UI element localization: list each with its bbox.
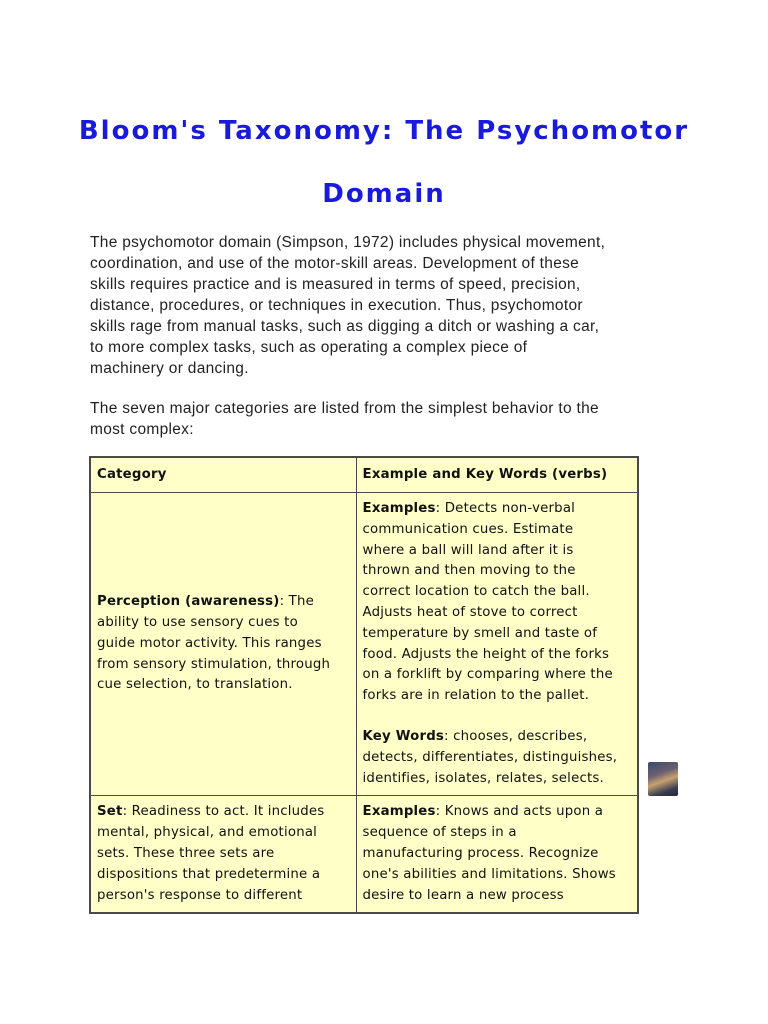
examples-text: sequence of steps in a [362,825,517,841]
examples-text: where a ball will land after it is [362,542,574,558]
intro-line: skills rage from manual tasks, such as digging a ditch or washing a car, [90,318,600,335]
examples-text: Adjusts heat of stove to correct [362,604,578,620]
intro-line: to more complex tasks, such as operating a complex piece of [90,339,528,356]
lead-in-paragraph [90,398,680,440]
examples-text: thrown and then moving to the [362,563,576,579]
category-text: : Readiness to act. It includes [122,804,325,820]
keywords-text: detects, differentiates, distinguishes, [362,749,618,765]
document-title [60,100,708,226]
examples-text: food. Adjusts the height of the forks [362,646,610,662]
intro-line: The psychomotor domain (Simpson, 1972) includes physical movement, [90,234,606,251]
examples-cell [356,493,638,796]
category-text: guide motor activity. This ranges [97,635,322,651]
category-term: Set [97,804,123,820]
intro-paragraph [90,232,690,379]
examples-label: Examples [362,804,436,820]
examples-text: correct location to catch the ball. [362,584,590,600]
table-row [90,796,638,913]
category-text: from sensory stimulation, through [97,656,331,672]
category-cell [90,493,356,796]
lead-in-line: most complex: [90,421,194,438]
keywords-text: : chooses, describes, [444,728,588,744]
intro-line: skills requires practice and is measured in terms of speed, precision, [90,276,581,293]
keywords-label: Key Words [362,728,445,744]
thumbnail-image [648,762,678,796]
category-text: person's response to different [97,887,303,903]
examples-text: one's abilities and limitations. Shows [362,866,616,882]
intro-line: coordination, and use of the motor-skill areas. Development of these [90,255,580,272]
category-text: dispositions that predetermine a [97,866,321,882]
category-text: : The [279,594,314,610]
examples-text: temperature by smell and taste of [362,625,598,641]
categories-table [89,456,639,914]
title-line-1: Bloom's Taxonomy: The Psychomotor [78,116,690,146]
examples-text: forks are in relation to the pallet. [362,688,590,704]
intro-line: machinery or dancing. [90,360,249,377]
category-cell [90,796,356,913]
examples-text: on a forklift by comparing where the [362,667,613,683]
header-category: Category [90,457,356,493]
table-header-row [90,457,638,493]
category-text: cue selection, to translation. [97,677,293,693]
examples-cell [356,796,638,913]
examples-label: Examples [362,501,436,516]
category-text: sets. These three sets are [97,845,275,861]
intro-line: distance, procedures, or techniques in execution. Thus, psychomotor [90,297,583,314]
category-text: mental, physical, and emotional [97,825,318,841]
category-text: ability to use sensory cues to [97,614,298,630]
paragraph-gap [363,707,631,727]
examples-text: communication cues. Estimate [362,521,574,537]
examples-text: : Detects non-verbal [435,501,576,516]
lead-in-line: The seven major categories are listed from the simplest behavior to the [90,400,599,417]
examples-text: manufacturing process. Recognize [362,845,599,861]
keywords-text: identifies, isolates, relates, selects. [362,770,604,786]
table-row [90,493,638,796]
header-examples: Example and Key Words (verbs) [356,457,638,493]
examples-text: desire to learn a new process [362,887,564,903]
examples-text: : Knows and acts upon a [435,804,604,820]
title-line-2: Domain [322,179,446,209]
category-term: Perception (awareness) [97,594,280,610]
